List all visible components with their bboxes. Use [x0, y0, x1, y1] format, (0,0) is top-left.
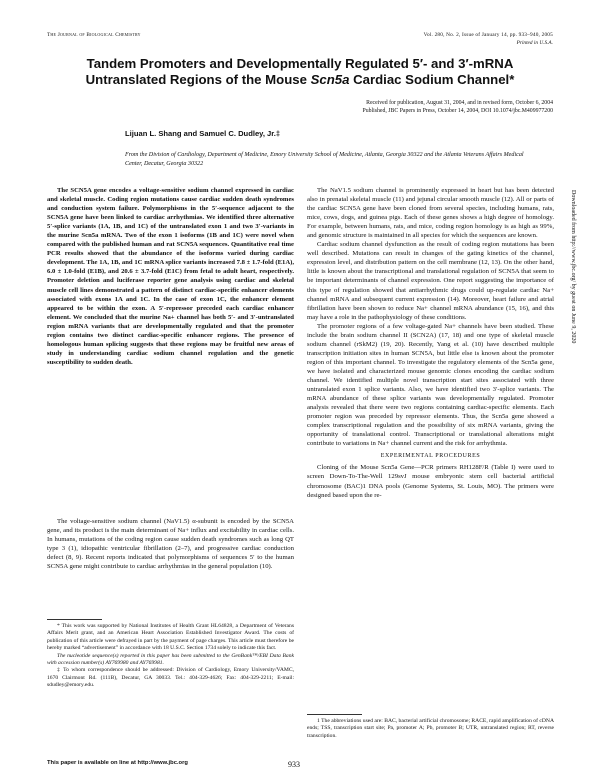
- abbreviations-text: 1 The abbreviations used are: BAC, bacterial artificial chromosome; RACE, rapid amplification of cDNA ends; TSS, transcription start site; Pa, promoter A; Pb, promoter B; UTR, untranslated region; RT, reverse transcription.: [307, 718, 554, 739]
- footnote-funding: * This work was supported by National Institutes of Health Grant HL64828, a Department of Veterans Affairs Merit grant, and an American Heart Association Established Investigator Award. The costs of publication of this article were defrayed in part by the payment of page charges. This article must therefore be hereby marked “advertisement” in accordance with 18 U.S.C. Section 1734 solely to indicate this fact.: [47, 623, 294, 652]
- authors: Lijuan L. Shang and Samuel C. Dudley, Jr.‡: [125, 129, 281, 138]
- affiliation: From the Division of Cardiology, Department of Medicine, Emory University School of Medicine, Atlanta, Georgia 30322 and the Atlanta Veterans Affairs Medical Center, Decatur, Georgia 30322: [125, 152, 524, 167]
- page-number: 933: [288, 760, 300, 769]
- title-part-2: Cardiac Sodium Channel*: [349, 72, 515, 87]
- published-line: Published, JBC Papers in Press, October 14, 2004, DOI 10.1074/jbc.M409977200: [362, 108, 553, 115]
- intro-paragraph: The voltage-sensitive sodium channel (NaV1.5) α-subunit is encoded by the SCN5A gene, and its product is the main determinant of Na+ influx and excitability in cardiac cells. In humans, mutations of the coding region cause sudden death syndromes such as long QT type 3 (1), idiopathic ventricular fibrillation (2–7), and progressive cardiac conduction defect (8, 9). Recent reports indicated that polymorphisms of sequences 5′ to the human SCN5A gene might contribute to cardiac arrhythmias in the general population (10).: [47, 518, 294, 571]
- section-heading: EXPERIMENTAL PROCEDURES: [380, 453, 481, 460]
- paragraph-promoter: The promoter regions of a few voltage-gated Na+ channels have been studied. These include the brain sodium channel II (SCN2A) (17, 18) and one type of skeletal muscle sodium channel (rSkM2) (19, 20). Recently, Yang et al. (10) have described multiple transcription initiation sites in human SCN5A, but little else is known about the promoter region of this important channel. To investigate the regulatory elements of the Scn5a gene, we have isolated and characterized mouse genomic clones encoding the cardiac sodium channel. We identified multiple novel transcription start sites associated with three untranslated exon 1 splice variants. Also, we have identified two 3′-splice variants. The mRNA abundance of these splice variants was developmentally regulated. Promoter analysis revealed that there were two regions containing cardiac-specific elements. Each promoter region was preceded by repressor elements. Thus, the Scn5a gene showed a complex transcriptional regulation and the possibility of six mRNA variants, giving the opportunity of translational control. Transcriptional or translational alterations might contribute to variations in Na+ channel current and the risk for arrhythmia.: [307, 322, 554, 448]
- paragraph-dysfunction: Cardiac sodium channel dysfunction as the result of coding region mutations has been well described. Mutations can result in changes of the gating kinetics of the channel, expression level, and distribution pattern on the cell membrane (12, 13). On the other hand, little is known about the transcriptional and translational regulation of SCN5A that seem to be important determinants of channel expression. One report suggesting the importance of this type of regulation showed that antiarrhythmic drugs could up-regulate cardiac Na+ channel mRNA and subsequent current expression (14). Moreover, heart failure and atrial fibrillation have been shown to reduce Na+ channel mRNA abundance (15, 16), and this may have a role in the pathophysiology of these conditions.: [307, 241, 554, 321]
- title-gene: Scn5a: [310, 72, 350, 87]
- footnote-divider-right: [307, 714, 362, 715]
- online-availability: This paper is available on line at http://www.jbc.org: [47, 760, 188, 766]
- footnote-abbreviations: [307, 718, 554, 740]
- title-part-1: Tandem Promoters and Developmentally Regulated 5′- and 3′-mRNA Untranslated Regions of the Mouse: [85, 56, 514, 87]
- article-title: [47, 56, 553, 88]
- footnote-genbank: The nucleotide sequence(s) reported in this paper has been submitted to the GenBank™/EBI Data Bank with accession number(s) AY769980 and AY769981.: [47, 652, 294, 667]
- footnote-divider-left: [47, 619, 102, 620]
- printed-note: Printed in U.S.A.: [516, 40, 553, 46]
- publication-dates: [153, 99, 553, 115]
- received-line: Received for publication, August 31, 2004, and in revised form, October 6, 2004: [366, 100, 553, 106]
- footnote-correspondence: ‡ To whom correspondence should be addressed: Division of Cardiology, Emory University/VAMC, 1670 Clairmont Rd. (111B), Decatur, GA 30033. Tel.: 404-329-4626; Fax: 404-329-2211; E-mail: sdudley@emory.edu.: [47, 667, 294, 689]
- paragraph-methods: Cloning of the Mouse Scn5a Gene—PCR primers RH128F/R (Table I) were used to screen Down-To-The-Well 129svJ mouse embryonic stem cell bacterial artificial chromosome (BAC)1 DNA pools (Genome Systems, St. Louis, MO). The primers were designed based upon the re-: [307, 464, 554, 499]
- volume-info: Vol. 280, No. 2, Issue of January 14, pp. 933–940, 2005: [423, 32, 553, 38]
- introduction: [47, 517, 294, 571]
- download-note: Downloaded from http://www.jbc.org/ by guest on June 9, 2020: [570, 190, 576, 344]
- abstract-text: The SCN5A gene encodes a voltage-sensitive sodium channel expressed in cardiac and skeletal muscle. Coding region mutations cause cardiac sudden death syndromes and conduction system failure. Polymorphisms in the 5′-sequence adjacent to the SCN5A gene have been linked to cardiac arrhythmias. We identified three alternative 5′-splice variants (1A, 1B, and 1C) of the untranslated exon 1 and two 3′-variants in the murine Scn5a mRNA. Two of the exon 1 isoforms (1B and 1C) were novel when compared with the published human and rat SCN5A sequences. Quantitative real time PCR results showed that the abundance of the isoforms varied during cardiac development. The 1A, 1B, and 1C mRNA splice variants increased 7.8 ± 1.7-fold (E1A), 6.0 ± 1.0-fold (E1B), and 20.6 ± 3.7-fold (E1C) from fetal to adult heart, respectively. Promoter deletion and luciferase reporter gene analysis using cardiac and skeletal muscle cell lines demonstrated a pattern of distinct cardiac-specific enhancer elements associated with exons 1A and 1C. In the case of exon 1C, the enhancer element appeared to be within the exon. A 5′-repressor preceded each cardiac enhancer element. We concluded that the murine Na+ channel has both 5′- and 3′-untranslated region mRNA variants that are developmentally regulated and that the promoter region contains two distinct cardiac-specific enhancer regions. The presence of homologous human splicing suggests that these regions may be fruitful new areas of study in understanding cardiac sodium channel regulation and the genetic susceptibility to sudden death.: [47, 187, 294, 366]
- journal-name: The Journal of Biological Chemistry: [47, 32, 141, 38]
- right-column: [307, 186, 554, 500]
- footnotes-left: [47, 623, 294, 690]
- abstract: [47, 186, 294, 367]
- paragraph-nav15: The NaV1.5 sodium channel is prominently expressed in heart but has been detected also in prenatal skeletal muscle (11) and jejunal circular smooth muscle (12). All or parts of the cardiac SCN5A gene have been cloned from several species, including humans, rats, mice, cows, dogs, and guinea pigs. Each of these genes shows a high degree of homology. For example, between humans, rats, and mice, coding region homology is as high as 99%, and genomic structure is maintained in all species for which the sequences are known.: [307, 187, 554, 240]
